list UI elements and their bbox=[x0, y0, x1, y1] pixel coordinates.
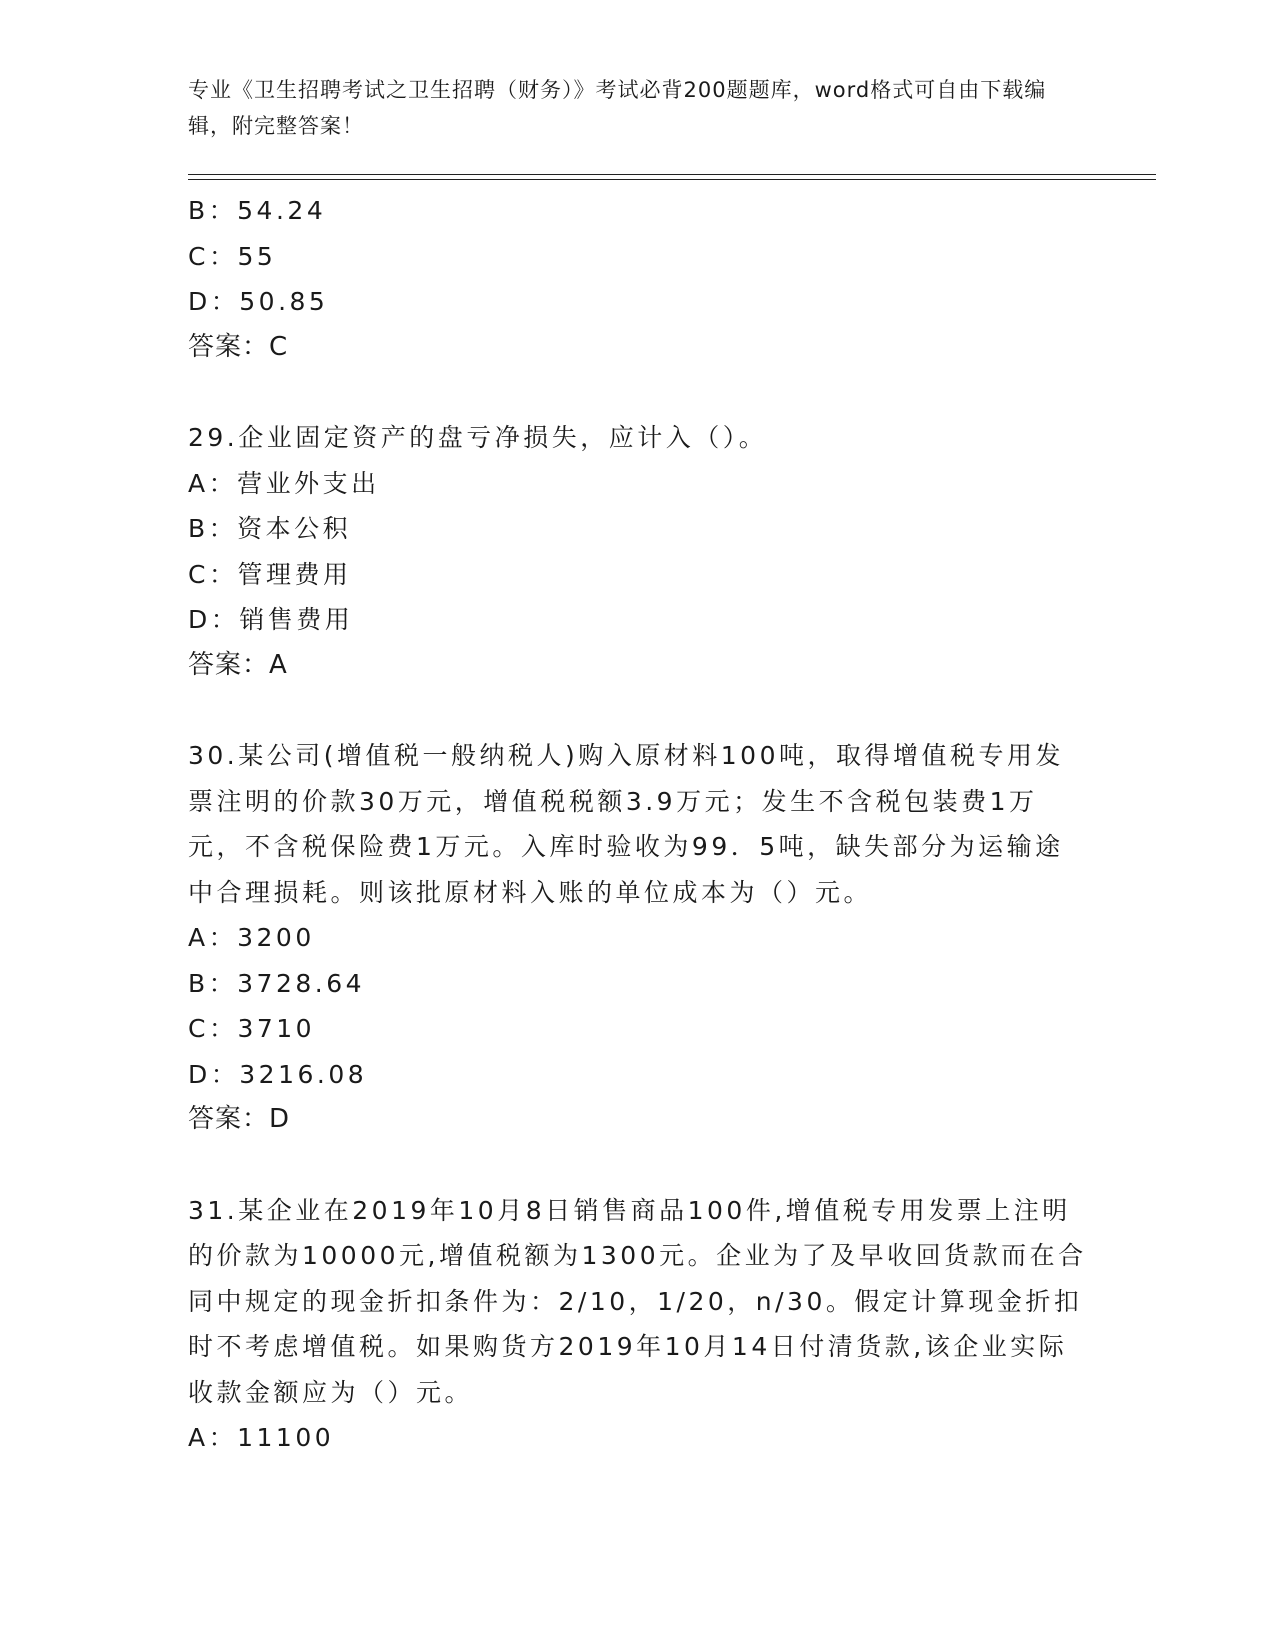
option-b bbox=[188, 961, 1088, 1007]
option-d bbox=[188, 279, 1088, 325]
option-text: 资本公积 bbox=[237, 514, 352, 543]
option-b bbox=[188, 188, 1088, 234]
option-c bbox=[188, 1006, 1088, 1052]
option-a bbox=[188, 1415, 1088, 1461]
question-28-tail bbox=[188, 188, 1088, 370]
header-double-rule bbox=[188, 174, 1156, 180]
question-text: 29.企业固定资产的盘亏净损失，应计入（）。 bbox=[188, 423, 768, 452]
option-text: 3728.64 bbox=[237, 968, 366, 998]
option-letter: D： bbox=[188, 1059, 240, 1089]
document-title: 专业《卫生招聘考试之卫生招聘（财务）》考试必背200题题库，word格式可自由下载编辑，附完整答案！ bbox=[188, 78, 1047, 138]
option-letter: A： bbox=[188, 468, 238, 498]
option-text: 销售费用 bbox=[239, 605, 354, 634]
answer-line: 答案：A bbox=[188, 649, 288, 680]
option-c bbox=[188, 552, 1088, 598]
option-text: 营业外支出 bbox=[237, 468, 380, 498]
option-text: 50.85 bbox=[239, 287, 329, 316]
spacer bbox=[188, 1143, 1088, 1188]
answer-line: 答案：C bbox=[188, 331, 289, 362]
document-header bbox=[188, 72, 1068, 144]
option-text: 3710 bbox=[237, 1014, 316, 1043]
question-text: 30.某公司(增值税一般纳税人)购入原材料100吨，取得增值税专用发票注明的价款30万元，增值税税额3.9万元；发生不含税包装费1万元，不含税保险费1万元。入库时验收为99．5吨，缺失部分为运输途中合理损耗。则该批原材料入账的单位成本为（）元。 bbox=[188, 741, 1064, 907]
option-letter: B： bbox=[188, 968, 238, 998]
option-letter: C： bbox=[188, 559, 238, 589]
option-text: 3200 bbox=[237, 923, 315, 952]
option-text: 54.24 bbox=[237, 196, 327, 225]
option-d bbox=[188, 597, 1088, 643]
option-a bbox=[188, 461, 1088, 507]
question-31 bbox=[188, 1188, 1088, 1461]
option-letter: A： bbox=[188, 923, 238, 952]
question-list bbox=[188, 188, 1088, 1461]
option-text: 3216.08 bbox=[239, 1059, 368, 1089]
option-letter: B： bbox=[188, 514, 238, 543]
spacer bbox=[188, 370, 1088, 415]
option-text: 55 bbox=[237, 241, 277, 271]
option-text: 11100 bbox=[237, 1423, 335, 1452]
option-letter: C： bbox=[188, 1014, 238, 1043]
spacer bbox=[188, 688, 1088, 733]
option-b bbox=[188, 506, 1088, 552]
option-a bbox=[188, 915, 1088, 961]
question-29 bbox=[188, 415, 1088, 688]
option-text: 管理费用 bbox=[237, 559, 352, 589]
option-c bbox=[188, 234, 1088, 280]
option-letter: D： bbox=[188, 287, 240, 316]
question-text: 31.某企业在2019年10月8日销售商品100件,增值税专用发票上注明的价款为10000元,增值税额为1300元。企业为了及早收回货款而在合同中规定的现金折扣条件为：2/10，1/20，n/30。假定计算现金折扣时不考虑增值税。如果购货方2019年10月14日付清货款,该企业实际收款金额应为（）元。 bbox=[188, 1195, 1087, 1407]
option-letter: D： bbox=[188, 605, 240, 634]
option-d bbox=[188, 1052, 1088, 1098]
option-letter: C： bbox=[188, 241, 238, 271]
answer-line: 答案：D bbox=[188, 1104, 291, 1134]
question-30 bbox=[188, 733, 1088, 1143]
option-letter: B： bbox=[188, 196, 238, 225]
option-letter: A： bbox=[188, 1423, 238, 1452]
